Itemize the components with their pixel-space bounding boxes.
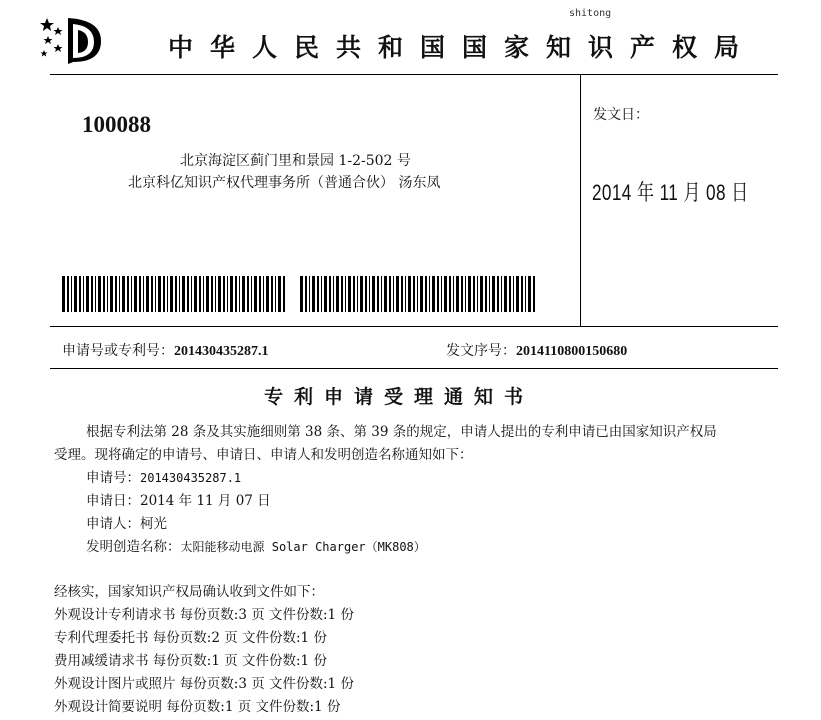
barcode-bar — [372, 276, 375, 312]
serial-number-label: 发文序号： — [446, 343, 516, 359]
barcode-bar — [247, 276, 249, 312]
barcode-bar — [377, 276, 379, 312]
notice-paragraph-line2: 受理。现将确定的申请号、申请日、申请人和发明创造名称通知如下： — [54, 447, 473, 463]
barcode-bar — [239, 276, 240, 312]
barcode-bar — [453, 276, 454, 312]
barcode-bar — [86, 276, 89, 312]
barcode-bar — [194, 276, 197, 312]
barcode-bar — [98, 276, 101, 312]
barcode-bar — [203, 276, 204, 312]
watermark-text: shitong — [569, 8, 612, 19]
barcode-bar — [525, 276, 526, 312]
barcode-bar — [345, 276, 346, 312]
barcode-bar — [107, 276, 108, 312]
dispatch-date-label: 发文日： — [593, 107, 649, 123]
recipient-address: 北京海淀区蓟门里和景园 1-2-502 号 — [180, 153, 411, 169]
serial-number-value: 2014110800150680 — [516, 344, 628, 359]
barcode-bar — [444, 276, 447, 312]
barcode-bar — [103, 276, 105, 312]
barcode-bar — [473, 276, 475, 312]
barcode-bar — [489, 276, 490, 312]
serial-number-row — [446, 340, 627, 360]
postcode: 100088 — [82, 112, 151, 137]
field-value: 太阳能移动电源 Solar Charger（MK808） — [180, 540, 426, 554]
field-value: 2014 年 11 月 07 日 — [140, 493, 271, 509]
barcode-bar — [259, 276, 261, 312]
barcode-bar — [158, 276, 161, 312]
barcode-bar — [521, 276, 523, 312]
barcode-bar — [95, 276, 96, 312]
field-value: 柯光 — [140, 516, 167, 532]
barcode-bar — [122, 276, 125, 312]
barcode-bar — [329, 276, 331, 312]
barcode-bar — [528, 276, 531, 312]
barcode-bar — [456, 276, 459, 312]
barcode-bar — [134, 276, 137, 312]
barcode-bar — [271, 276, 273, 312]
barcode-bar — [501, 276, 502, 312]
barcode-bar — [283, 276, 285, 312]
barcode-bar — [163, 276, 165, 312]
barcode-bar — [218, 276, 221, 312]
barcode-bar — [408, 276, 411, 312]
barcode-bar — [83, 276, 84, 312]
barcode-bar — [305, 276, 307, 312]
barcode-bar — [191, 276, 192, 312]
barcode-bar — [151, 276, 153, 312]
barcode-bar — [321, 276, 322, 312]
barcode-bar — [127, 276, 129, 312]
barcode-bar — [477, 276, 478, 312]
notice-title: 专利申请受理通知书 — [264, 386, 535, 408]
barcode-bar — [242, 276, 245, 312]
field-value: 201430435287.1 — [140, 471, 242, 485]
barcode-bar — [309, 276, 310, 312]
barcode-bar — [389, 276, 391, 312]
barcode-bar — [110, 276, 113, 312]
barcode-bar — [417, 276, 418, 312]
barcode-bar — [235, 276, 237, 312]
barcode-bar — [497, 276, 499, 312]
dispatch-date: 2014 年 11 月 08 日 — [592, 180, 749, 205]
barcode-bar — [441, 276, 442, 312]
barcode-bar — [348, 276, 351, 312]
document-item: 外观设计简要说明 每份页数:1 页 文件份数:1 份 — [54, 699, 341, 715]
barcode-bar — [175, 276, 177, 312]
document-item: 费用减缓请求书 每份页数:1 页 文件份数:1 份 — [54, 653, 327, 669]
barcode-bar — [230, 276, 233, 312]
barcode-bar — [179, 276, 180, 312]
barcode-bar — [275, 276, 276, 312]
barcode-bar — [381, 276, 382, 312]
barcode-bar — [146, 276, 149, 312]
barcode-bar — [143, 276, 144, 312]
barcode-bar — [353, 276, 355, 312]
barcode-bar — [384, 276, 387, 312]
field-label: 申请号： — [86, 470, 140, 486]
barcode-bar — [317, 276, 319, 312]
barcode-bar — [227, 276, 228, 312]
barcode-left — [62, 276, 287, 312]
barcode-bar — [369, 276, 370, 312]
barcode-bar — [79, 276, 81, 312]
barcode-bar — [170, 276, 173, 312]
barcode-bar — [413, 276, 415, 312]
header-rule — [50, 74, 778, 75]
barcode-bar — [62, 276, 65, 312]
barcode-bar — [251, 276, 252, 312]
barcode-bar — [187, 276, 189, 312]
barcode-bar — [420, 276, 423, 312]
barcode-bar — [211, 276, 213, 312]
barcode-bar — [263, 276, 264, 312]
barcode-bar — [401, 276, 403, 312]
barcode-bar — [336, 276, 339, 312]
barcode-bar — [223, 276, 225, 312]
barcode-bar — [533, 276, 535, 312]
barcode-bar — [465, 276, 466, 312]
barcode-bar — [509, 276, 511, 312]
column-divider — [580, 74, 581, 326]
barcode-bar — [182, 276, 185, 312]
barcode-bar — [357, 276, 358, 312]
barcode-bar — [492, 276, 495, 312]
field-filing-date — [86, 489, 271, 509]
barcode-bar — [485, 276, 487, 312]
barcode-bar — [333, 276, 334, 312]
barcode-bar — [468, 276, 471, 312]
barcode-bar — [516, 276, 519, 312]
address-block-rule — [50, 326, 778, 327]
barcode-bar — [254, 276, 257, 312]
barcode-bar — [67, 276, 69, 312]
office-name: 中华人民共和国国家知识产权局 — [168, 33, 757, 62]
recipient-agency: 北京科亿知识产权代理事务所（普通合伙） 汤东凤 — [128, 175, 441, 191]
application-number-row — [62, 340, 269, 360]
document-item: 外观设计图片或照片 每份页数:3 页 文件份数:1 份 — [54, 676, 354, 692]
application-number-label: 申请号或专利号： — [62, 343, 174, 359]
barcode-bar — [396, 276, 399, 312]
field-label: 申请日： — [86, 493, 140, 509]
barcode-bar — [91, 276, 93, 312]
barcode-bar — [199, 276, 201, 312]
barcode-bar — [504, 276, 507, 312]
barcode-bar — [513, 276, 514, 312]
barcode-bar — [215, 276, 216, 312]
barcode-bar — [449, 276, 451, 312]
barcode-bar — [312, 276, 315, 312]
barcode-bar — [393, 276, 394, 312]
barcode-bar — [300, 276, 303, 312]
barcode-bar — [437, 276, 439, 312]
barcode-bar — [266, 276, 269, 312]
barcode-bar — [71, 276, 72, 312]
notice-paragraph-line1: 根据专利法第 28 条及其实施细则第 38 条、第 39 条的规定，申请人提出的专利申请已由国家知识产权局 — [86, 424, 717, 440]
barcode-bar — [461, 276, 463, 312]
barcode-bar — [425, 276, 427, 312]
barcode-bar — [429, 276, 430, 312]
field-label: 申请人： — [86, 516, 140, 532]
application-number-value: 201430435287.1 — [174, 344, 269, 359]
field-label: 发明创造名称： — [86, 539, 181, 555]
barcode-bar — [432, 276, 435, 312]
barcode-bar — [119, 276, 120, 312]
meta-rule — [50, 368, 778, 369]
barcode-bar — [405, 276, 406, 312]
barcode-bar — [139, 276, 141, 312]
barcode-bar — [74, 276, 77, 312]
field-design-name — [86, 535, 426, 555]
barcode-bar — [278, 276, 281, 312]
barcode-bar — [167, 276, 168, 312]
barcode-bar — [341, 276, 343, 312]
cnipa-logo — [38, 14, 106, 66]
barcode-bar — [360, 276, 363, 312]
barcode-right — [300, 276, 538, 312]
document-item: 专利代理委托书 每份页数:2 页 文件份数:1 份 — [54, 630, 327, 646]
barcode-bar — [365, 276, 367, 312]
barcode-bar — [206, 276, 209, 312]
field-application-number — [86, 466, 241, 486]
received-intro: 经核实，国家知识产权局确认收到文件如下： — [54, 584, 324, 600]
barcode-bar — [480, 276, 483, 312]
barcode-bar — [131, 276, 132, 312]
barcode-bar — [115, 276, 117, 312]
barcode-bar — [324, 276, 327, 312]
field-applicant — [86, 512, 167, 532]
barcode-bar — [155, 276, 156, 312]
document-item: 外观设计专利请求书 每份页数:3 页 文件份数:1 份 — [54, 607, 354, 623]
